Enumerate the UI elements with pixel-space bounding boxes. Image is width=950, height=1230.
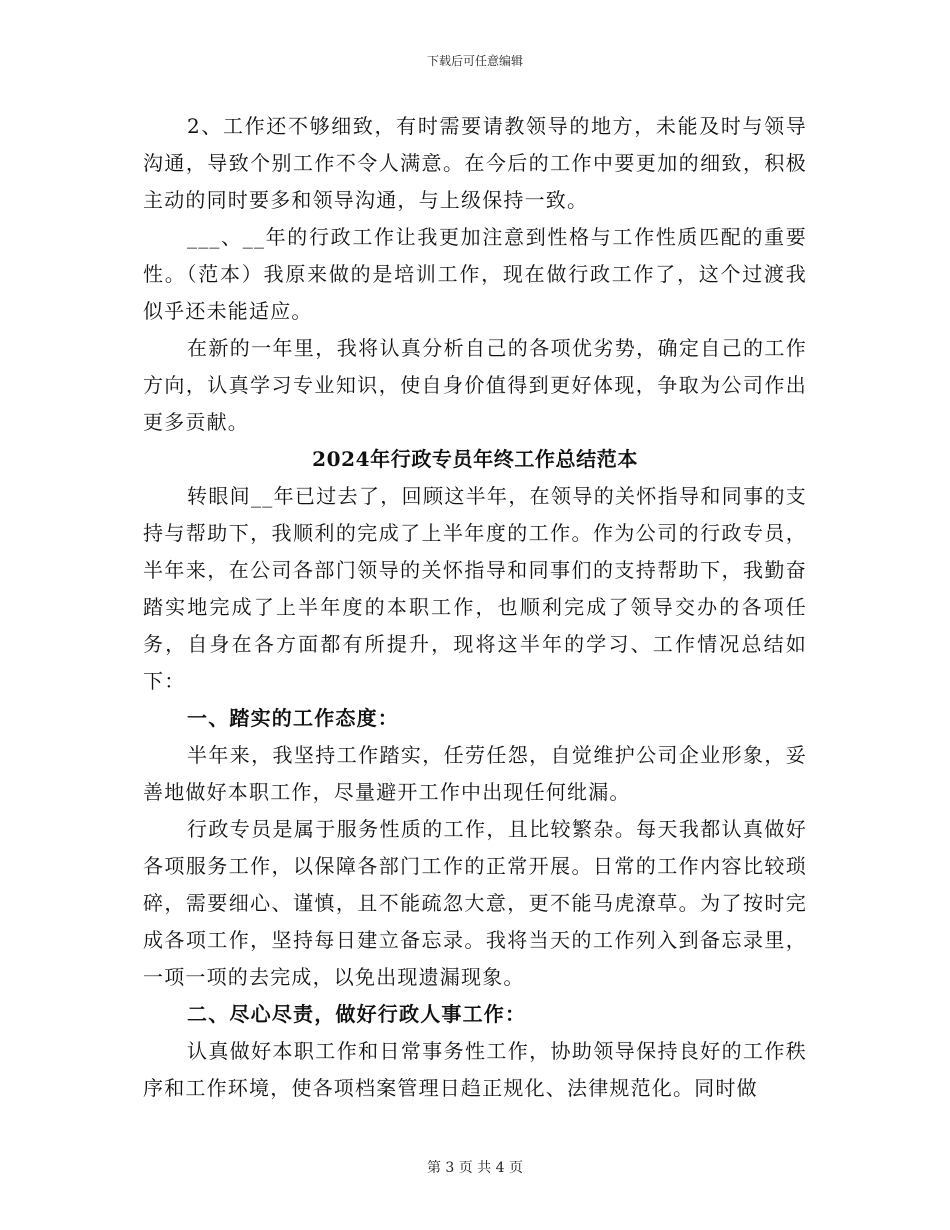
paragraph-5: 半年来，我坚持工作踏实，任劳任怨，自觉维护公司企业形象，妥善地做好本职工作，尽量避开工作中出现任何纰漏。 [143, 743, 807, 804]
page-number: 第 3 页 共 4 页 [426, 1160, 524, 1176]
paragraph-7: 认真做好本职工作和日常事务性工作，协助领导保持良好的工作秩序和工作环境，使各项档案管理日趋正规化、法律规范化。同时做 [143, 1039, 807, 1100]
section-title: 2024年行政专员年终工作总结范本 [312, 447, 638, 471]
heading-2: 二、尽心尽责，做好行政人事工作： [187, 1002, 527, 1026]
paragraph-4: 转眼间__年已过去了，回顾这半年，在领导的关怀指导和同事的支持与帮助下，我顺利的完成了上半年度的工作。作为公司的行政专员，半年来，在公司各部门领导的关怀指导和同事们的支持帮助下，我勤奋踏实地完成了上半年度的本职工作，也顺利完成了领导交办的各项任务，自身在各方面都有所提升，现将这半年的学习、工作情况总结如下： [143, 484, 807, 693]
paragraph-6: 行政专员是属于服务性质的工作，且比较繁杂。每天我都认真做好各项服务工作，以保障各部门工作的正常开展。日常的工作内容比较琐碎，需要细心、谨慎，且不能疏忽大意，更不能马虎潦草。为了按时完成各项工作，坚持每日建立备忘录。我将当天的工作列入到备忘录里，一项一项的去完成，以免出现遗漏现象。 [143, 817, 807, 989]
paragraph-3: 在新的一年里，我将认真分析自己的各项优劣势，确定自己的工作方向，认真学习专业知识，使自身价值得到更好体现，争取为公司作出更多贡献。 [143, 336, 807, 434]
page-header-note: 下载后可任意编辑 [426, 54, 523, 68]
document-body [143, 108, 807, 1107]
paragraph-2: ___、__年的行政工作让我更加注意到性格与工作性质匹配的重要性。（范本）我原来做的是培训工作，现在做行政工作了，这个过渡我似乎还未能适应。 [143, 225, 807, 323]
heading-1: 一、踏实的工作态度： [187, 706, 399, 730]
paragraph-1: 2、工作还不够细致，有时需要请教领导的地方，未能及时与领导沟通，导致个别工作不令人满意。在今后的工作中要更加的细致，积极主动的同时要多和领导沟通，与上级保持一致。 [143, 114, 807, 212]
